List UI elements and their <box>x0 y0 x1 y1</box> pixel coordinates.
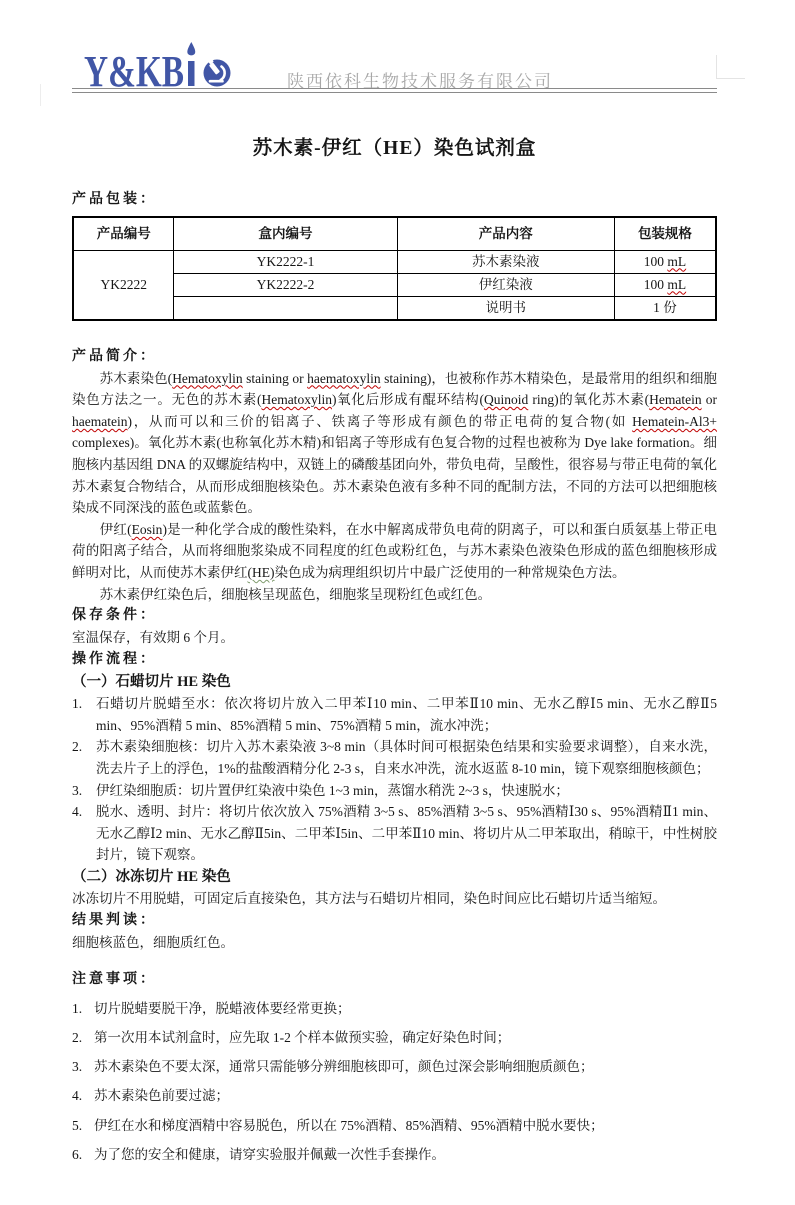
col-header-spec: 包装规格 <box>614 217 716 250</box>
step-number: 2. <box>72 739 83 755</box>
content-cell: 苏木素染液 <box>397 250 614 273</box>
note-item <box>72 1115 717 1137</box>
note-number: 2. <box>72 1030 83 1046</box>
product-code-cell: YK2222 <box>73 250 174 320</box>
note-number: 4. <box>72 1088 83 1104</box>
col-header-product-code: 产品编号 <box>73 217 174 250</box>
note-number: 3. <box>72 1059 83 1075</box>
note-text: 为了您的安全和健康，请穿实验服并佩戴一次性手套操作。 <box>94 1146 445 1162</box>
text-segment: 伊红( <box>99 521 132 537</box>
text-segment: )，从而可以和三价的铝离子、铁离子等形成有颜色的带正电荷的复合物(如 <box>127 413 633 429</box>
logo-text-main: Y&KB <box>84 47 184 96</box>
step-text: 脱水、透明、封片：将切片依次放入 75%酒精 3~5 s、85%酒精 3~5 s、95%酒精Ⅰ30 s、95%酒精Ⅱ1 min、无水乙醇Ⅰ2 min、无水乙醇Ⅱ5in、二甲苯Ⅰ5in、二甲苯Ⅱ10 min、将切片从二甲苯取出，稍晾干，中性树胶封片，镜下观察。 <box>96 804 717 863</box>
note-number: 1. <box>72 1001 83 1017</box>
content-cell: 说明书 <box>397 296 614 320</box>
spellcheck-flagged-text: (HE) <box>247 564 275 580</box>
text-segment: staining or <box>242 370 308 386</box>
spec-unit: 份 <box>663 299 677 315</box>
step-number: 1. <box>72 696 83 712</box>
step-text: 伊红染细胞质：切片置伊红染液中染色 1~3 min，蒸馏水稍洗 2~3 s，快速脱水； <box>96 782 569 798</box>
spec-cell <box>614 250 716 273</box>
text-segment: 染色成为病理组织切片中最广泛使用的一种常规染色方法。 <box>274 564 626 580</box>
step-number: 4. <box>72 804 83 820</box>
section-heading-procedure: 操作流程： <box>72 651 157 667</box>
note-item <box>72 1027 717 1049</box>
col-header-content: 产品内容 <box>397 217 614 250</box>
text-segment: )氧化后形成有醌环结构( <box>331 392 484 408</box>
spellcheck-flagged-text: Quinoid <box>483 392 529 408</box>
col-header-box-code: 盒内编号 <box>174 217 397 250</box>
spellcheck-flagged-text: Hematein-Al3+ <box>632 413 717 429</box>
spellcheck-flagged-text: Hematein <box>649 392 702 408</box>
step-number: 3. <box>72 782 83 798</box>
storage-text: 室温保存，有效期 6 个月。 <box>72 630 234 646</box>
spellcheck-flagged-text: haematein <box>72 413 128 429</box>
note-item <box>72 998 717 1020</box>
section-heading-intro: 产品简介： <box>72 348 157 364</box>
procedure-subheading-frozen: （二）冰冻切片 HE 染色 <box>72 868 231 885</box>
spec-qty: 100 <box>643 276 668 292</box>
note-text: 苏木素染色不要太深，通常只需能够分辨细胞核即可，颜色过深会影响细胞质颜色； <box>94 1059 594 1075</box>
procedure-step <box>72 693 717 736</box>
document-body <box>72 136 717 1165</box>
box-code-cell <box>174 296 397 320</box>
text-segment: or <box>701 392 717 408</box>
spec-unit: mL <box>667 253 687 269</box>
note-item <box>72 1085 717 1107</box>
text-segment: ring)的氧化苏木素( <box>528 392 650 408</box>
intro-paragraph-1 <box>72 368 717 519</box>
spellcheck-flagged-text: Eosin <box>131 521 163 537</box>
note-text: 切片脱蜡要脱干净，脱蜡液体要经常更换； <box>94 1001 351 1017</box>
note-number: 6. <box>72 1146 83 1162</box>
note-item <box>72 1056 717 1078</box>
text-segment: staining)，也被称作苏木精染色，是最常用的组织和细胞染色方法之一。无色的苏木素( <box>72 370 717 408</box>
spec-qty: 1 <box>653 299 664 315</box>
step-text: 石蜡切片脱蜡至水：依次将切片放入二甲苯Ⅰ10 min、二甲苯Ⅱ10 min、无水乙醇Ⅰ5 min、无水乙醇Ⅱ5 min、95%酒精 5 min、85%酒精 5 min、75%酒精 5 min，流水冲洗； <box>96 696 717 733</box>
text-segment: complexes)。氧化苏木素(也称氧化苏木精)和铝离子等形成有色复合物的过程也被称为 Dye lake formation。细胞核内基因组 DNA 的双螺旋结构中，双链上的磷酸基团向外，带负电荷，呈酸性，很容易与带正电荷的氧化苏木素复合物结合，从而形成细胞核染色。苏木素染色液有多种不同的配制方法，不同的方法可以把细胞核染成不同深浅的蓝色或蓝紫色。 <box>72 435 717 516</box>
content-cell: 伊红染液 <box>397 273 614 296</box>
step-text: 苏木素染细胞核：切片入苏木素染液 3~8 min（具体时间可根据染色结果和实验要求调整），自来水洗，洗去片子上的浮色，1%的盐酸酒精分化 2-3 s，自来水冲洗，流水返蓝 8-10 min，镜下观察细胞核颜色； <box>96 739 717 776</box>
frozen-section-text: 冰冻切片不用脱蜡，可固定后直接染色，其方法与石蜡切片相同，染色时间应比石蜡切片适当缩短。 <box>72 891 666 907</box>
box-code-cell: YK2222-1 <box>174 250 397 273</box>
section-heading-packaging: 产品包装： <box>72 192 157 207</box>
margin-corner-mark <box>716 55 745 79</box>
procedure-step <box>72 780 717 802</box>
spec-cell <box>614 296 716 320</box>
procedure-step <box>72 736 717 779</box>
spellcheck-flagged-text: haematoxylin <box>307 370 381 386</box>
section-heading-result: 结果判读： <box>72 913 157 929</box>
packaging-table <box>72 216 717 321</box>
header-divider <box>72 88 717 93</box>
note-text: 伊红在水和梯度酒精中容易脱色，所以在 75%酒精、85%酒精、95%酒精中脱水要快； <box>94 1117 604 1133</box>
box-code-cell: YK2222-2 <box>174 273 397 296</box>
spec-qty: 100 <box>643 253 668 269</box>
text-segment: )是一种化学合成的酸性染料，在水中解离成带负电荷的阴离子，可以和蛋白质氨基上带正电荷的阳离子结合，从而将细胞浆染成不同程度的红色或粉红色，与苏木素染色液染色形成的蓝色细胞核形成鲜明对比，从而使苏木素伊红 <box>72 521 717 580</box>
note-text: 第一次用本试剂盒时，应先取 1-2 个样本做预实验，确定好染色时间； <box>94 1030 511 1046</box>
note-number: 5. <box>72 1117 83 1133</box>
procedure-step <box>72 801 717 866</box>
section-heading-notes: 注意事项： <box>72 971 157 987</box>
procedure-subheading-paraffin: （一）石蜡切片 HE 染色 <box>72 673 231 690</box>
spellcheck-flagged-text: Hematoxylin <box>172 370 243 386</box>
droplet-icon <box>187 42 195 55</box>
spellcheck-flagged-text: Hematoxylin <box>261 392 332 408</box>
note-item <box>72 1144 717 1166</box>
spec-cell <box>614 273 716 296</box>
document-title: 苏木素-伊红（HE）染色试剂盒 <box>252 138 537 159</box>
margin-left-mark <box>40 84 41 106</box>
spec-unit: mL <box>667 276 687 292</box>
result-text: 细胞核蓝色，细胞质红色。 <box>72 935 234 951</box>
text-segment: 苏木素染色( <box>99 370 173 386</box>
intro-paragraph-2 <box>72 519 717 584</box>
table-header-row <box>73 217 716 250</box>
company-name: 陕西依科生物技术服务有限公司 <box>287 72 553 91</box>
logo-letter-i <box>188 61 195 86</box>
table-row <box>73 250 716 273</box>
intro-paragraph-3: 苏木素伊红染色后，细胞核呈现蓝色，细胞浆呈现粉红色或红色。 <box>99 586 492 602</box>
note-text: 苏木素染色前要过滤； <box>94 1088 229 1104</box>
section-heading-storage: 保存条件： <box>72 608 157 624</box>
